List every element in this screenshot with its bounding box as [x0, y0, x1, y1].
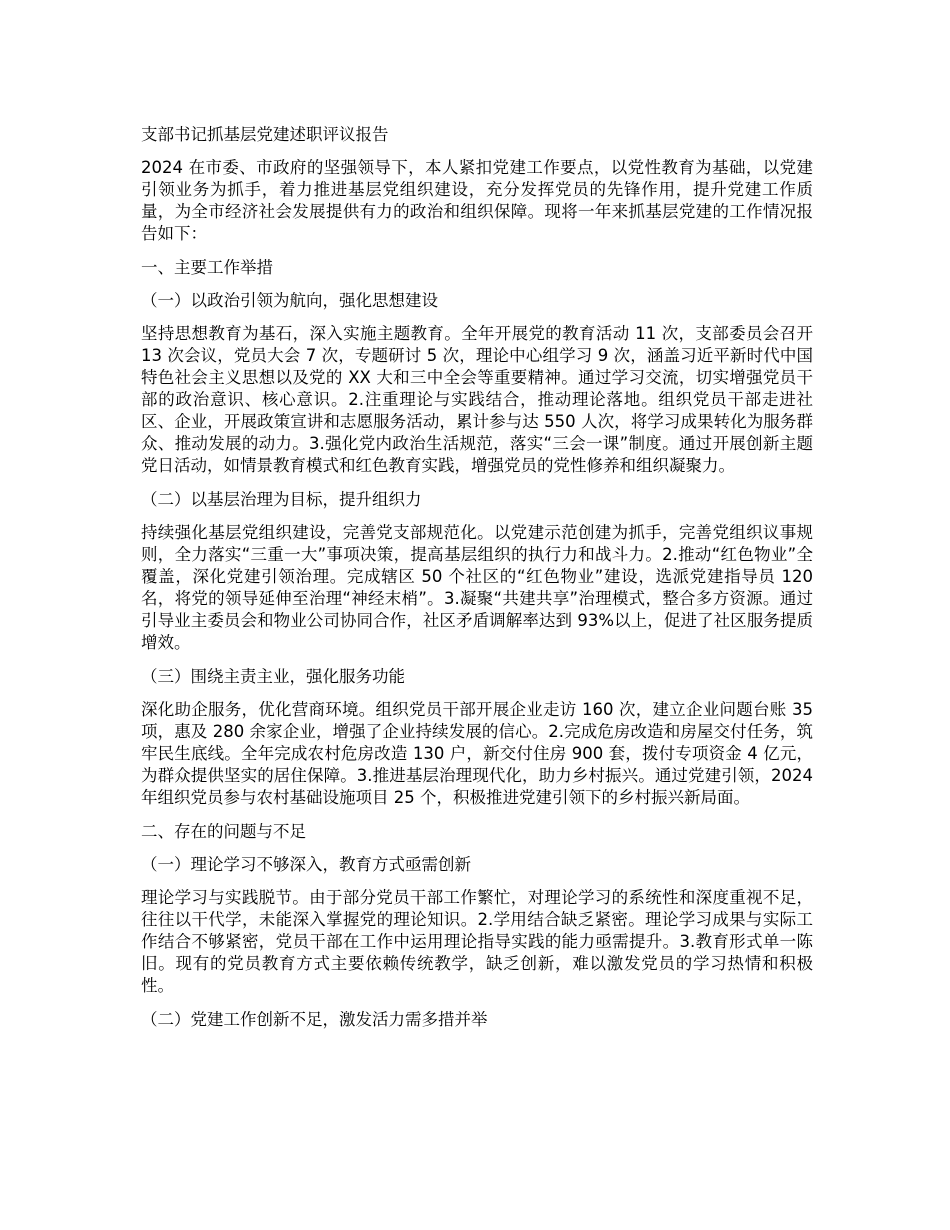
section-2-sub-2-heading: （二）党建工作创新不足，激发活力需多措并举 [141, 1010, 488, 1029]
document-page [141, 124, 813, 1042]
section-1-sub-2-body: 持续强化基层党组织建设，完善党支部规范化。以党建示范创建为抓手，完善党组织议事规则，全力落实“三重一大”事项决策，提高基层组织的执行力和战斗力。2.推动“红色物业”全覆盖，深化党建引领治理。完成辖区 50 个社区的“红色物业”建设，选派党建指导员 120 名，将党的领导延伸至治理“神经末梢”。3.凝聚“共建共享”治理模式，整合多方资源。通过引导业主委员会和物业公司协同合作，社区矛盾调解率达到 93%以上，促进了社区服务提质增效。 [141, 523, 813, 652]
section-1-sub-3-heading: （三）围绕主责主业，强化服务功能 [141, 667, 405, 686]
intro-paragraph: 2024 在市委、市政府的坚强领导下，本人紧扣党建工作要点，以党性教育为基础，以党建引领业务为抓手，着力推进基层党组织建设，充分发挥党员的先锋作用，提升党建工作质量，为全市经济社会发展提供有力的政治和组织保障。现将一年来抓基层党建的工作情况报告如下： [141, 158, 813, 243]
section-1-sub-3-body: 深化助企服务，优化营商环境。组织党员干部开展企业走访 160 次，建立企业问题台账 35 项，惠及 280 余家企业，增强了企业持续发展的信心。2.完成危房改造和房屋交付任务，筑牢民生底线。全年完成农村危房改造 130 户，新交付住房 900 套，拨付专项资金 4 亿元，为群众提供坚实的居住保障。3.推进基层治理现代化，助力乡村振兴。通过党建引领，2024 年组织党员参与农村基础设施项目 25 个，积极推进党建引领下的乡村振兴新局面。 [141, 700, 813, 807]
section-2-sub-1-body: 理论学习与实践脱节。由于部分党员干部工作繁忙，对理论学习的系统性和深度重视不足，往往以干代学，未能深入掌握党的理论知识。2.学用结合缺乏紧密。理论学习成果与实际工作结合不够紧密，党员干部在工作中运用理论指导实践的能力亟需提升。3.教育形式单一陈旧。现有的党员教育方式主要依赖传统教学，缺乏创新，难以激发党员的学习热情和积极性。 [141, 888, 813, 995]
document-title: 支部书记抓基层党建述职评议报告 [141, 125, 389, 144]
section-1-sub-2-heading: （二）以基层治理为目标，提升组织力 [141, 490, 422, 509]
section-1-heading: 一、主要工作举措 [141, 258, 273, 277]
section-1-sub-1-heading: （一）以政治引领为航向，强化思想建设 [141, 291, 438, 310]
section-2-heading: 二、存在的问题与不足 [141, 822, 306, 841]
section-1-sub-1-body: 坚持思想教育为基石，深入实施主题教育。全年开展党的教育活动 11 次，支部委员会召开 13 次会议，党员大会 7 次，专题研讨 5 次，理论中心组学习 9 次，涵盖习近平新时代中国特色社会主义思想以及党的 XX 大和三中全会等重要精神。通过学习交流，切实增强党员干部的政治意识、核心意识。2.注重理论与实践结合，推动理论落地。组织党员干部走进社区、企业，开展政策宣讲和志愿服务活动，累计参与达 550 人次，将学习成果转化为服务群众、推动发展的动力。3.强化党内政治生活规范，落实“三会一课”制度。通过开展创新主题党日活动，如情景教育模式和红色教育实践，增强党员的党性修养和组织凝聚力。 [141, 324, 813, 475]
section-2-sub-1-heading: （一）理论学习不够深入，教育方式亟需创新 [141, 855, 471, 874]
